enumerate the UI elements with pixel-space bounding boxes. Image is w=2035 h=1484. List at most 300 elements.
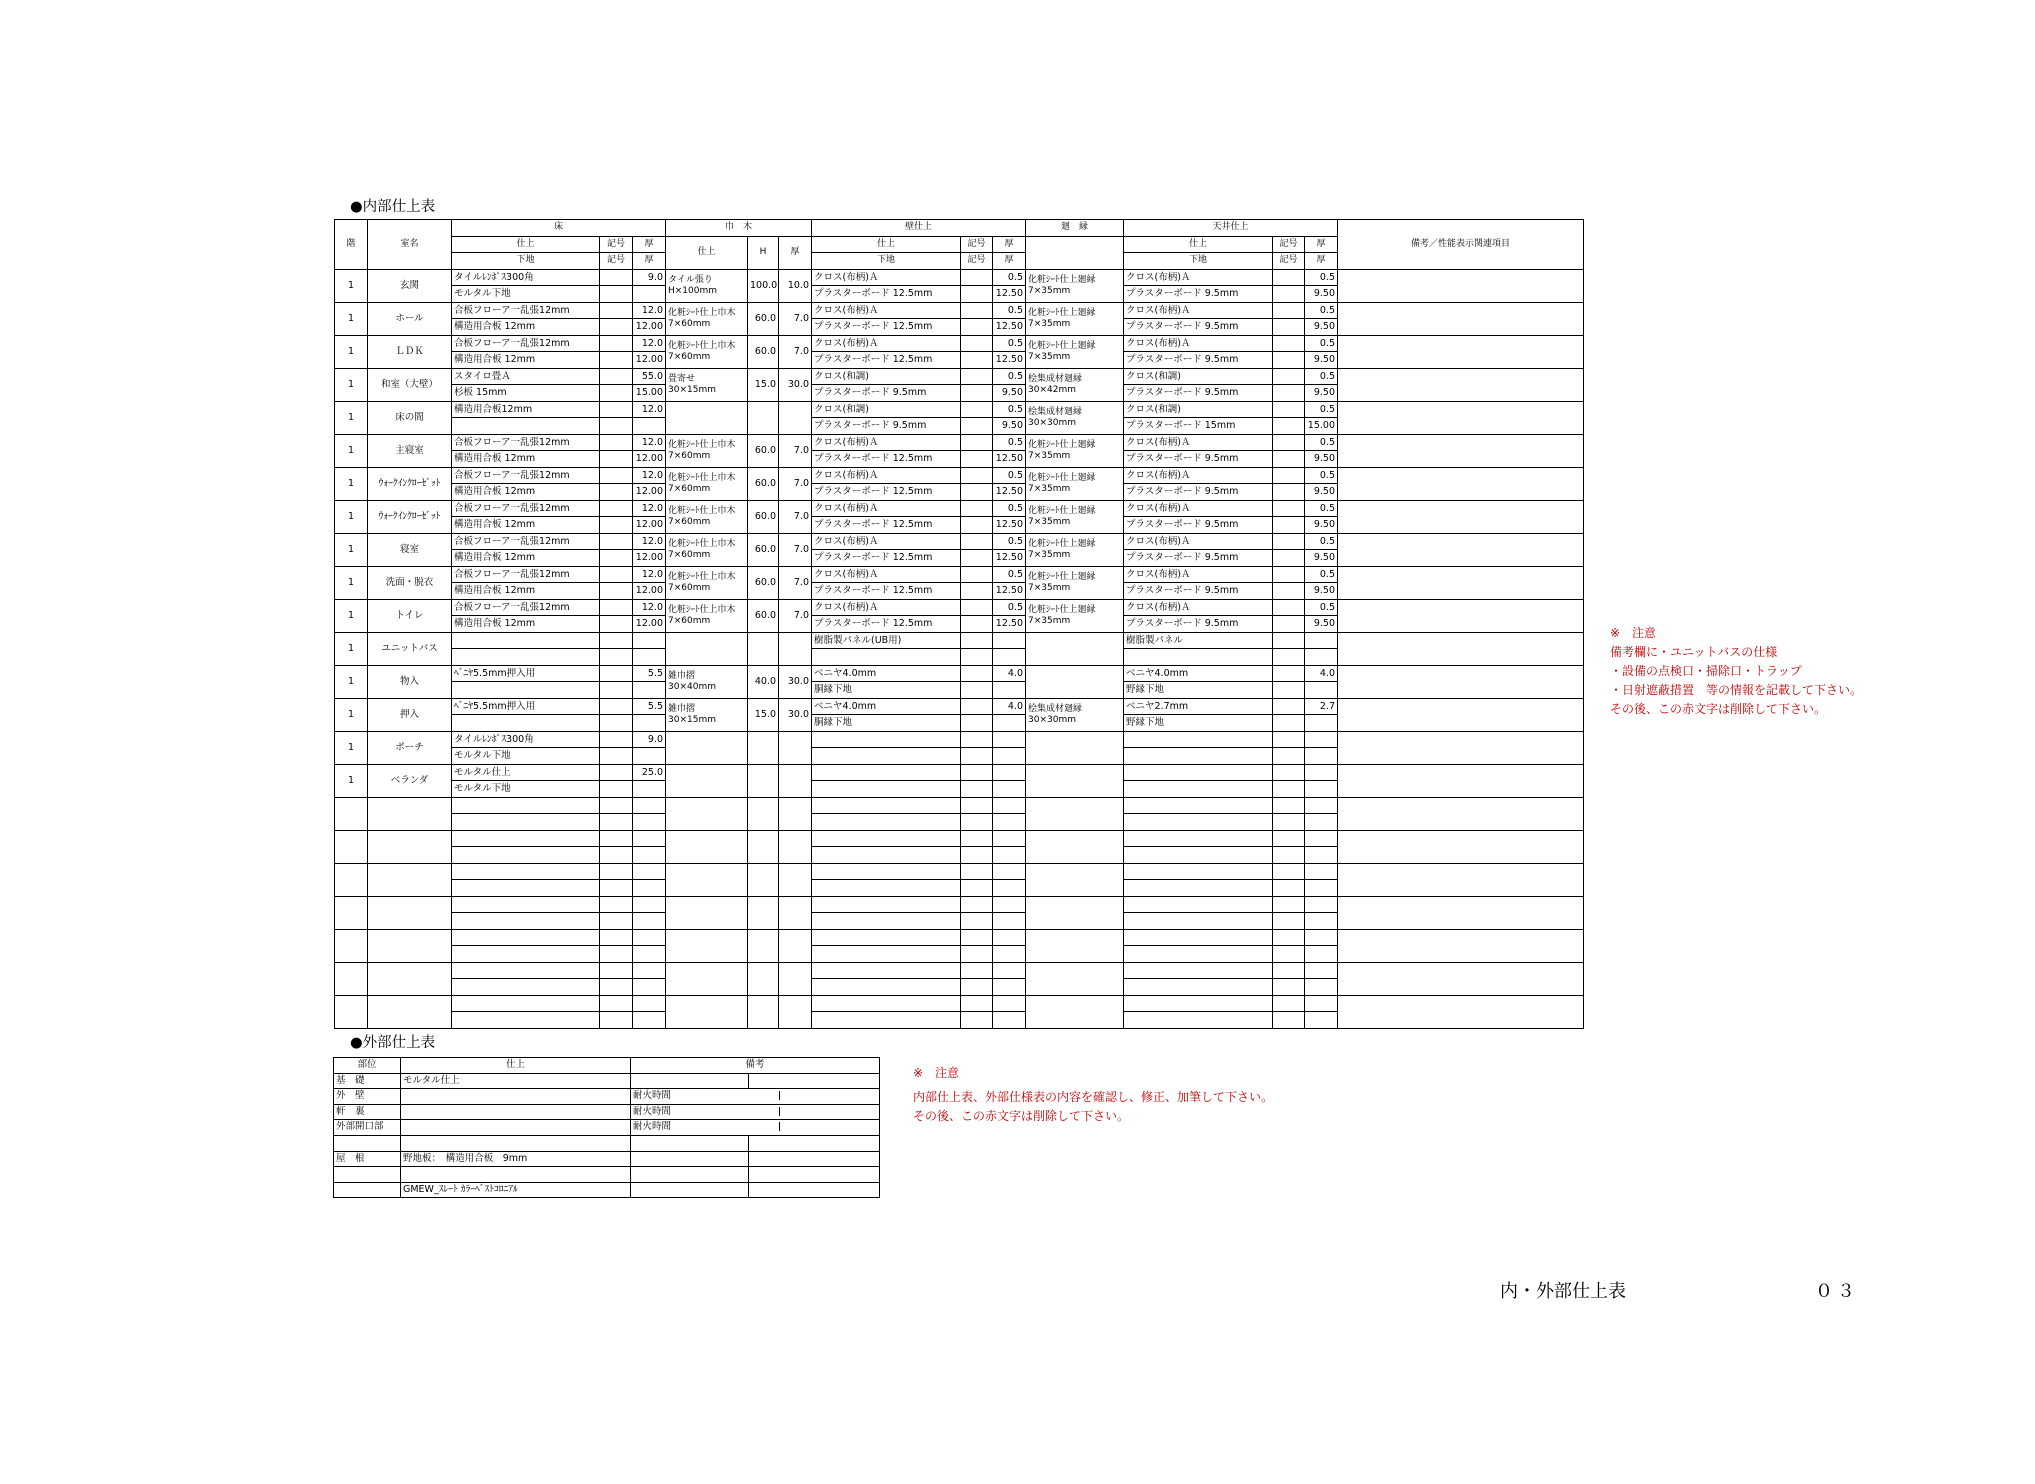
floor-finish: 構造用合板12mm	[452, 401, 600, 418]
wall-finish: クロス(布柄)Ａ	[812, 500, 961, 517]
wall-code	[961, 731, 993, 748]
floor-base-code	[600, 517, 633, 534]
outer-part	[334, 1182, 401, 1198]
floor-base-code	[600, 913, 633, 930]
ceiling-code	[1273, 401, 1305, 418]
outer-remarks-value	[749, 1151, 880, 1167]
room-kai	[335, 962, 368, 995]
baseboard-thick	[779, 830, 812, 863]
outer-remarks	[631, 1167, 749, 1183]
outer-part: 軒 裏	[334, 1104, 401, 1120]
ceiling-code	[1273, 962, 1305, 979]
wall-code	[961, 500, 993, 517]
ceiling-finish-thick	[1305, 632, 1338, 649]
wall-finish-thick	[993, 863, 1026, 880]
wall-base: プラスターボード 12.5mm	[812, 583, 961, 600]
outer-row	[334, 1120, 880, 1136]
header-ceil-base-thick: 厚	[1305, 253, 1338, 270]
outer-remarks-value	[749, 1135, 880, 1151]
wall-finish	[812, 830, 961, 847]
ceiling-base-code	[1273, 616, 1305, 633]
baseboard-thick: 7.0	[779, 467, 812, 500]
mawari-finish: 化粧ｼｰﾄ仕上廻縁 7×35mm	[1026, 269, 1124, 302]
ceiling-base: プラスターボード 9.5mm	[1124, 451, 1273, 468]
ceiling-base-thick: 9.50	[1305, 616, 1338, 633]
ceiling-finish: クロス(布柄)Ａ	[1124, 302, 1273, 319]
room-name: 押入	[368, 698, 452, 731]
header-wall-code: 記号	[961, 236, 993, 253]
floor-finish	[452, 929, 600, 946]
outer-remarks-value	[749, 1104, 880, 1120]
room-kai: 1	[335, 434, 368, 467]
wall-base	[812, 814, 961, 831]
ceiling-finish: クロス(和調)	[1124, 401, 1273, 418]
ceiling-finish-thick: 0.5	[1305, 368, 1338, 385]
wall-base: プラスターボード 12.5mm	[812, 517, 961, 534]
ceiling-finish-thick: 4.0	[1305, 665, 1338, 682]
room-row	[335, 335, 1584, 352]
wall-base-code	[961, 715, 993, 732]
ceiling-base-code	[1273, 451, 1305, 468]
baseboard-thick: 30.0	[779, 698, 812, 731]
baseboard-height: 60.0	[748, 533, 779, 566]
wall-base-code	[961, 616, 993, 633]
floor-code	[600, 467, 633, 484]
ceiling-code	[1273, 434, 1305, 451]
floor-finish: 合板フローア一乱張12mm	[452, 500, 600, 517]
wall-base: 胴縁下地	[812, 715, 961, 732]
sheet-number: ０３	[1815, 1281, 1859, 1302]
header-wall-finish: 仕上	[812, 236, 961, 253]
outer-remarks	[631, 1135, 749, 1151]
wall-finish	[812, 863, 961, 880]
room-kai: 1	[335, 467, 368, 500]
floor-base-code	[600, 484, 633, 501]
floor-finish-thick: 12.0	[633, 467, 666, 484]
baseboard-finish	[666, 962, 748, 995]
floor-code	[600, 962, 633, 979]
wall-finish-thick: 0.5	[993, 269, 1026, 286]
wall-base-code	[961, 946, 993, 963]
note-right-line: ・設備の点検口・掃除口・トラップ	[1610, 664, 1802, 678]
wall-base-code	[961, 814, 993, 831]
ceiling-base-code	[1273, 649, 1305, 666]
wall-base-thick	[993, 946, 1026, 963]
mawari-finish	[1026, 797, 1124, 830]
outer-row	[334, 1135, 880, 1151]
outer-remarks: 耐火時間	[631, 1089, 749, 1105]
ceiling-finish	[1124, 929, 1273, 946]
wall-finish-thick	[993, 995, 1026, 1012]
room-kai: 1	[335, 500, 368, 533]
room-remarks	[1338, 566, 1584, 599]
ceiling-base-thick	[1305, 781, 1338, 798]
baseboard-finish: 化粧ｼｰﾄ仕上巾木 7×60mm	[666, 434, 748, 467]
baseboard-height: 60.0	[748, 566, 779, 599]
wall-finish: クロス(布柄)Ａ	[812, 533, 961, 550]
room-row	[335, 665, 1584, 682]
wall-base-code	[961, 418, 993, 435]
wall-finish-thick	[993, 929, 1026, 946]
header-floor: 床	[452, 220, 666, 237]
mawari-finish: 化粧ｼｰﾄ仕上廻縁 7×35mm	[1026, 335, 1124, 368]
room-remarks	[1338, 698, 1584, 731]
ceiling-base	[1124, 649, 1273, 666]
floor-base-code	[600, 781, 633, 798]
baseboard-finish: 化粧ｼｰﾄ仕上巾木 7×60mm	[666, 566, 748, 599]
ceiling-finish-thick	[1305, 863, 1338, 880]
ceiling-base-thick: 15.00	[1305, 418, 1338, 435]
ceiling-code	[1273, 764, 1305, 781]
wall-base-thick: 12.50	[993, 352, 1026, 369]
header-floor-base-thick: 厚	[633, 253, 666, 270]
floor-base-code	[600, 880, 633, 897]
baseboard-height: 100.0	[748, 269, 779, 302]
floor-finish: 合板フローア一乱張12mm	[452, 467, 600, 484]
wall-base-thick: 12.50	[993, 517, 1026, 534]
floor-base-code	[600, 616, 633, 633]
floor-base: 構造用合板 12mm	[452, 451, 600, 468]
outer-remarks-value	[749, 1182, 880, 1198]
ceiling-base: プラスターボード 9.5mm	[1124, 484, 1273, 501]
wall-base-thick	[993, 979, 1026, 996]
ceiling-finish: クロス(布柄)Ａ	[1124, 566, 1273, 583]
ceiling-base-thick: 9.50	[1305, 583, 1338, 600]
wall-base-thick	[993, 880, 1026, 897]
wall-base-thick	[993, 682, 1026, 699]
wall-base-code	[961, 649, 993, 666]
floor-code	[600, 830, 633, 847]
wall-base: プラスターボード 9.5mm	[812, 418, 961, 435]
mawari-finish: 桧集成材廻縁 30×30mm	[1026, 698, 1124, 731]
ceiling-code	[1273, 665, 1305, 682]
header-bb-finish: 仕上	[666, 236, 748, 269]
floor-base-code	[600, 682, 633, 699]
header-kai: 階	[335, 220, 368, 270]
room-row	[335, 863, 1584, 880]
room-name: ホール	[368, 302, 452, 335]
floor-code	[600, 434, 633, 451]
ceiling-finish-thick: 0.5	[1305, 401, 1338, 418]
ceiling-finish	[1124, 995, 1273, 1012]
wall-base-thick	[993, 781, 1026, 798]
ceiling-base: プラスターボード 9.5mm	[1124, 286, 1273, 303]
wall-base	[812, 748, 961, 765]
outer-header-remarks: 備考	[631, 1058, 880, 1074]
baseboard-finish	[666, 797, 748, 830]
floor-code	[600, 764, 633, 781]
ceiling-code	[1273, 896, 1305, 913]
baseboard-height	[748, 797, 779, 830]
floor-base-thick	[633, 748, 666, 765]
floor-base: モルタル下地	[452, 781, 600, 798]
wall-base-thick: 12.50	[993, 319, 1026, 336]
floor-base-thick	[633, 286, 666, 303]
outer-header-finish: 仕上	[401, 1058, 631, 1074]
baseboard-thick	[779, 764, 812, 797]
ceiling-finish: クロス(布柄)Ａ	[1124, 434, 1273, 451]
outer-table-title: ●外部仕上表	[350, 1035, 436, 1051]
wall-finish-thick	[993, 764, 1026, 781]
room-remarks	[1338, 533, 1584, 566]
mawari-finish: 化粧ｼｰﾄ仕上廻縁 7×35mm	[1026, 302, 1124, 335]
ceiling-finish	[1124, 962, 1273, 979]
baseboard-finish: 化粧ｼｰﾄ仕上巾木 7×60mm	[666, 335, 748, 368]
wall-base: プラスターボード 12.5mm	[812, 286, 961, 303]
outer-remarks	[631, 1151, 749, 1167]
ceiling-base-code	[1273, 517, 1305, 534]
wall-base-code	[961, 781, 993, 798]
baseboard-height: 60.0	[748, 434, 779, 467]
ceiling-base	[1124, 1012, 1273, 1029]
ceiling-base-thick: 9.50	[1305, 385, 1338, 402]
wall-finish: クロス(布柄)Ａ	[812, 467, 961, 484]
room-remarks	[1338, 302, 1584, 335]
floor-finish-thick: 55.0	[633, 368, 666, 385]
floor-finish-thick	[633, 962, 666, 979]
wall-finish: クロス(布柄)Ａ	[812, 269, 961, 286]
inner-table-body	[335, 269, 1584, 1028]
floor-finish	[452, 830, 600, 847]
ceiling-base: 野縁下地	[1124, 715, 1273, 732]
wall-code	[961, 896, 993, 913]
room-kai: 1	[335, 269, 368, 302]
header-bb-height: H	[748, 236, 779, 269]
wall-finish-thick: 0.5	[993, 566, 1026, 583]
outer-finish	[401, 1120, 631, 1136]
room-name: 洗面・脱衣	[368, 566, 452, 599]
wall-base-thick: 12.50	[993, 550, 1026, 567]
outer-part	[334, 1167, 401, 1183]
floor-base	[452, 682, 600, 699]
floor-base-code	[600, 319, 633, 336]
wall-finish-thick: 0.5	[993, 533, 1026, 550]
room-name: ｳｫｰｸｲﾝｸﾛｰｾﾞｯﾄ	[368, 500, 452, 533]
wall-finish-thick	[993, 731, 1026, 748]
floor-base-code	[600, 847, 633, 864]
header-ceiling: 天井仕上	[1124, 220, 1338, 237]
room-row	[335, 467, 1584, 484]
wall-code	[961, 599, 993, 616]
outer-remarks-value	[749, 1089, 880, 1105]
ceiling-base	[1124, 880, 1273, 897]
mawari-finish: 桧集成材廻縁 30×42mm	[1026, 368, 1124, 401]
outer-finish	[401, 1104, 631, 1120]
ceiling-base-thick	[1305, 913, 1338, 930]
wall-code	[961, 830, 993, 847]
room-kai: 1	[335, 335, 368, 368]
note-bottom	[913, 1064, 1273, 1126]
mawari-finish: 化粧ｼｰﾄ仕上廻縁 7×35mm	[1026, 599, 1124, 632]
outer-finish	[401, 1089, 631, 1105]
mawari-finish: 化粧ｼｰﾄ仕上廻縁 7×35mm	[1026, 533, 1124, 566]
floor-finish-thick: 5.5	[633, 698, 666, 715]
floor-base-thick	[633, 880, 666, 897]
room-kai: 1	[335, 566, 368, 599]
note-bottom-line: 内部仕上表、外部仕様表の内容を確認し、修正、加筆して下さい。	[913, 1090, 1274, 1104]
wall-finish	[812, 929, 961, 946]
wall-finish	[812, 731, 961, 748]
floor-base-code	[600, 286, 633, 303]
header-wall: 壁仕上	[812, 220, 1026, 237]
ceiling-base: 野縁下地	[1124, 682, 1273, 699]
wall-base	[812, 913, 961, 930]
floor-code	[600, 698, 633, 715]
floor-finish-thick: 12.0	[633, 434, 666, 451]
room-remarks	[1338, 995, 1584, 1028]
outer-row	[334, 1182, 880, 1198]
ceiling-finish-thick	[1305, 896, 1338, 913]
floor-base-thick	[633, 847, 666, 864]
ceiling-finish-thick	[1305, 731, 1338, 748]
ceiling-base-code	[1273, 583, 1305, 600]
ceiling-base-thick	[1305, 979, 1338, 996]
ceiling-base-code	[1273, 715, 1305, 732]
room-kai	[335, 830, 368, 863]
ceiling-base-thick: 9.50	[1305, 517, 1338, 534]
wall-finish-thick	[993, 797, 1026, 814]
floor-finish-thick: 12.0	[633, 401, 666, 418]
ceiling-code	[1273, 830, 1305, 847]
wall-finish-thick	[993, 830, 1026, 847]
wall-finish: クロス(布柄)Ａ	[812, 599, 961, 616]
floor-finish-thick: 12.0	[633, 335, 666, 352]
wall-code	[961, 302, 993, 319]
ceiling-base-thick	[1305, 649, 1338, 666]
wall-base	[812, 649, 961, 666]
wall-base-code	[961, 484, 993, 501]
header-wall-base-thick: 厚	[993, 253, 1026, 270]
floor-base-thick: 12.00	[633, 484, 666, 501]
wall-base-code	[961, 286, 993, 303]
floor-finish-thick	[633, 896, 666, 913]
wall-base-code	[961, 880, 993, 897]
outer-table-body	[334, 1073, 880, 1198]
outer-row	[334, 1167, 880, 1183]
wall-finish-thick: 0.5	[993, 302, 1026, 319]
baseboard-height: 40.0	[748, 665, 779, 698]
floor-base	[452, 946, 600, 963]
mawari-finish	[1026, 764, 1124, 797]
baseboard-thick: 10.0	[779, 269, 812, 302]
room-row	[335, 731, 1584, 748]
wall-code	[961, 698, 993, 715]
ceiling-finish	[1124, 830, 1273, 847]
wall-finish-thick: 4.0	[993, 698, 1026, 715]
baseboard-thick	[779, 929, 812, 962]
wall-finish: ベニヤ4.0mm	[812, 665, 961, 682]
floor-finish-thick: 5.5	[633, 665, 666, 682]
room-remarks	[1338, 863, 1584, 896]
room-row	[335, 764, 1584, 781]
outer-finish: モルタル仕上	[401, 1073, 631, 1089]
wall-base-code	[961, 550, 993, 567]
ceiling-base: プラスターボード 9.5mm	[1124, 517, 1273, 534]
room-remarks	[1338, 962, 1584, 995]
wall-base	[812, 781, 961, 798]
room-name: 床の間	[368, 401, 452, 434]
room-remarks	[1338, 335, 1584, 368]
floor-finish	[452, 896, 600, 913]
room-remarks	[1338, 896, 1584, 929]
floor-code	[600, 665, 633, 682]
room-remarks	[1338, 929, 1584, 962]
baseboard-finish: 畳寄せ 30×15mm	[666, 368, 748, 401]
room-name	[368, 830, 452, 863]
baseboard-finish	[666, 896, 748, 929]
room-kai	[335, 863, 368, 896]
wall-base-code	[961, 847, 993, 864]
room-remarks	[1338, 434, 1584, 467]
header-mawari: 廻 縁	[1026, 220, 1124, 237]
wall-code	[961, 962, 993, 979]
ceiling-finish-thick	[1305, 995, 1338, 1012]
room-name: トイレ	[368, 599, 452, 632]
room-row	[335, 269, 1584, 286]
header-room: 室名	[368, 220, 452, 270]
wall-finish: クロス(布柄)Ａ	[812, 434, 961, 451]
wall-base-thick: 9.50	[993, 385, 1026, 402]
floor-base-code	[600, 583, 633, 600]
baseboard-thick: 7.0	[779, 335, 812, 368]
floor-finish-thick	[633, 863, 666, 880]
mawari-finish: 化粧ｼｰﾄ仕上廻縁 7×35mm	[1026, 467, 1124, 500]
floor-base-code	[600, 814, 633, 831]
room-name	[368, 929, 452, 962]
room-row	[335, 929, 1584, 946]
floor-finish: 合板フローア一乱張12mm	[452, 566, 600, 583]
floor-finish-thick: 12.0	[633, 566, 666, 583]
baseboard-thick: 7.0	[779, 500, 812, 533]
floor-base-thick: 12.00	[633, 550, 666, 567]
baseboard-height: 60.0	[748, 335, 779, 368]
ceiling-base: プラスターボード 9.5mm	[1124, 616, 1273, 633]
wall-code	[961, 368, 993, 385]
ceiling-base-code	[1273, 913, 1305, 930]
floor-base	[452, 649, 600, 666]
ceiling-code	[1273, 302, 1305, 319]
ceiling-finish: クロス(布柄)Ａ	[1124, 269, 1273, 286]
ceiling-base: プラスターボード 15mm	[1124, 418, 1273, 435]
sheet-title: 内・外部仕上表	[1500, 1281, 1626, 1302]
room-kai: 1	[335, 533, 368, 566]
floor-base-thick	[633, 979, 666, 996]
floor-finish: タイルﾚﾝﾎﾟｽ300角	[452, 269, 600, 286]
floor-code	[600, 533, 633, 550]
floor-base-thick	[633, 781, 666, 798]
room-row	[335, 962, 1584, 979]
baseboard-thick	[779, 797, 812, 830]
wall-finish-thick	[993, 896, 1026, 913]
floor-code	[600, 500, 633, 517]
outer-remarks: 耐火時間	[631, 1120, 749, 1136]
header-remarks: 備考／性能表示関連項目	[1338, 220, 1584, 270]
header-baseboard: 巾 木	[666, 220, 812, 237]
room-kai: 1	[335, 368, 368, 401]
ceiling-finish-thick: 0.5	[1305, 566, 1338, 583]
wall-code	[961, 995, 993, 1012]
ceiling-finish-thick: 0.5	[1305, 500, 1338, 517]
floor-code	[600, 731, 633, 748]
wall-finish	[812, 995, 961, 1012]
mawari-finish: 化粧ｼｰﾄ仕上廻縁 7×35mm	[1026, 434, 1124, 467]
ceiling-base: プラスターボード 9.5mm	[1124, 550, 1273, 567]
wall-code	[961, 797, 993, 814]
floor-base	[452, 814, 600, 831]
wall-base: プラスターボード 12.5mm	[812, 550, 961, 567]
floor-base-thick: 12.00	[633, 451, 666, 468]
ceiling-base-thick	[1305, 682, 1338, 699]
